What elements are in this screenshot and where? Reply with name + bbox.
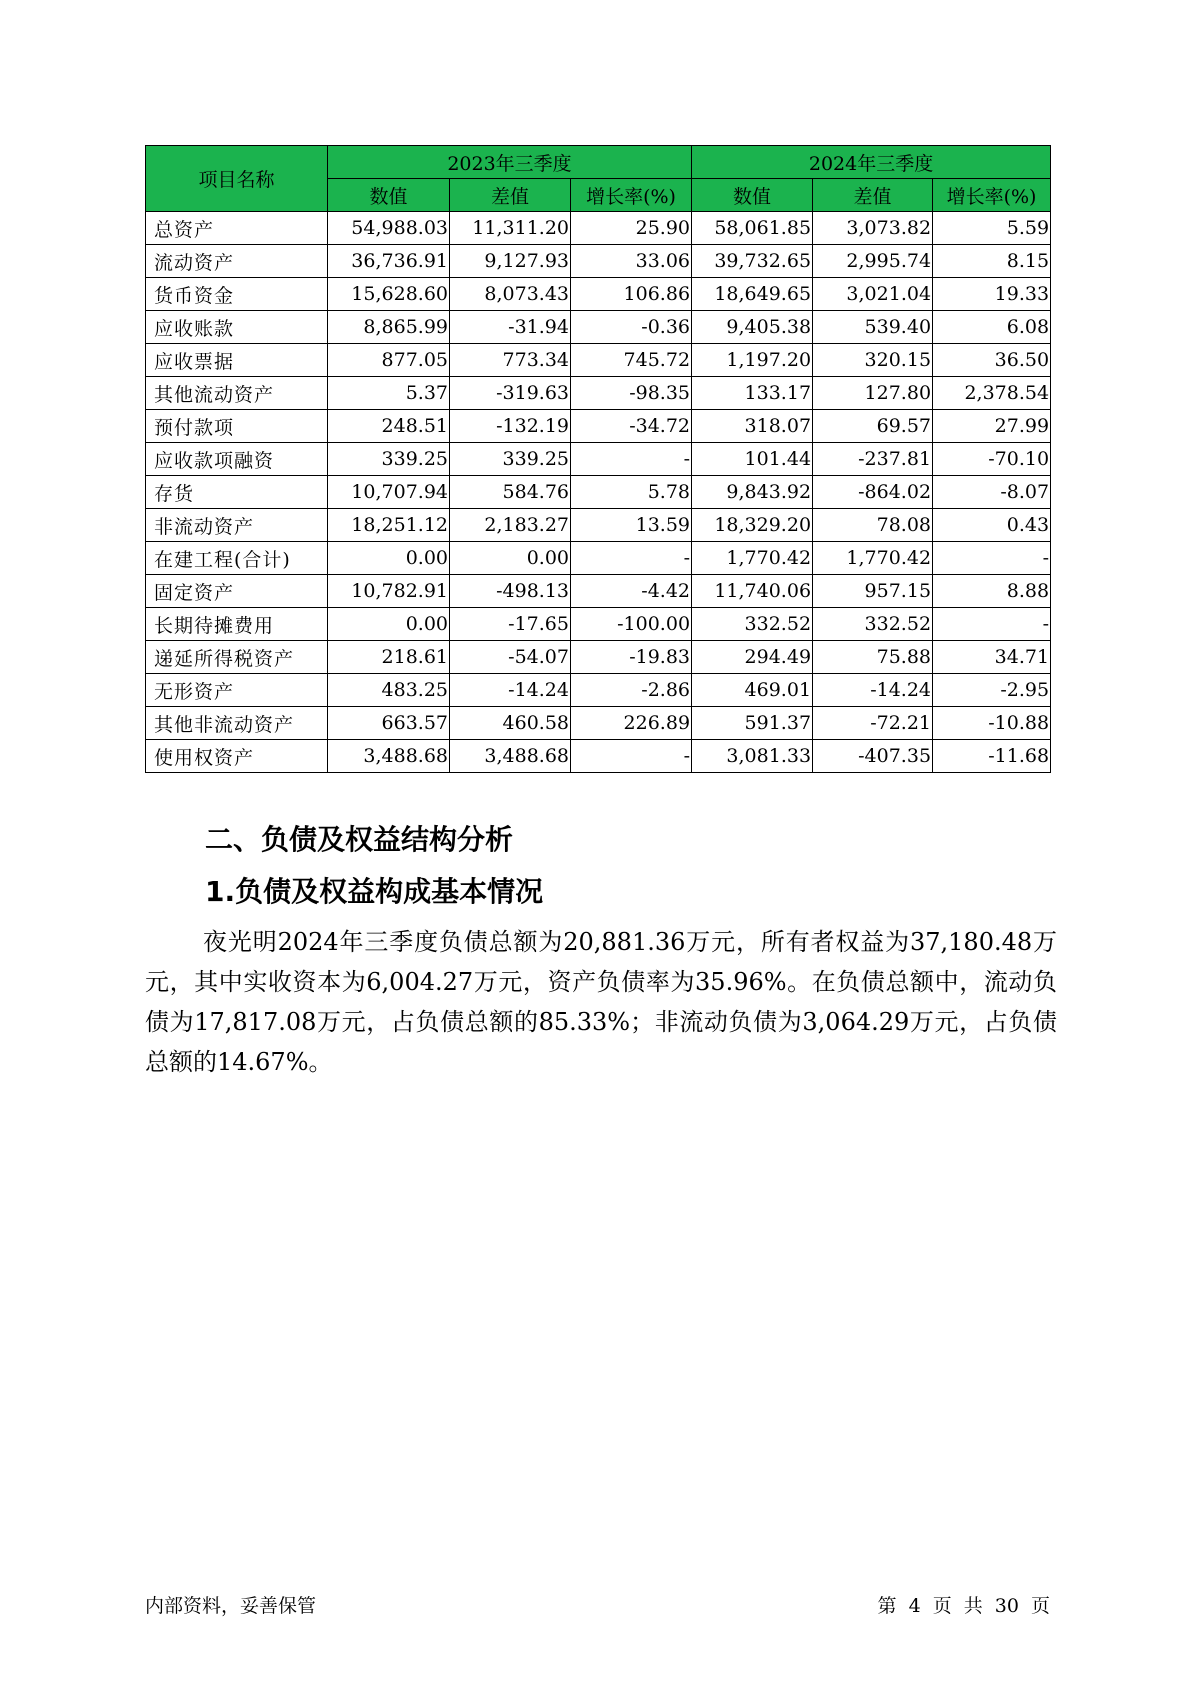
value-2024-cell: 1,770.42 xyxy=(692,542,813,575)
row-name-cell: 存货 xyxy=(146,476,328,509)
table-row xyxy=(146,707,1051,740)
value-2024-cell: 294.49 xyxy=(692,641,813,674)
diff-2024-cell: -72.21 xyxy=(813,707,933,740)
growth-2024-cell: -11.68 xyxy=(933,740,1051,773)
diff-2023-cell: -31.94 xyxy=(450,311,571,344)
diff-2023-cell: -319.63 xyxy=(450,377,571,410)
growth-2023-cell: -34.72 xyxy=(571,410,692,443)
value-2023-cell: 877.05 xyxy=(328,344,450,377)
row-name-cell: 递延所得税资产 xyxy=(146,641,328,674)
section-title: 二、负债及权益结构分析 xyxy=(205,823,514,856)
diff-2023-cell: -14.24 xyxy=(450,674,571,707)
value-2023-cell: 3,488.68 xyxy=(328,740,450,773)
header-growth-2023: 增长率(%) xyxy=(571,179,692,212)
diff-2023-cell: -498.13 xyxy=(450,575,571,608)
diff-2023-cell: 8,073.43 xyxy=(450,278,571,311)
value-2023-cell: 5.37 xyxy=(328,377,450,410)
growth-2024-cell: - xyxy=(933,608,1051,641)
diff-2023-cell: 773.34 xyxy=(450,344,571,377)
growth-2023-cell: -19.83 xyxy=(571,641,692,674)
diff-2024-cell: 539.40 xyxy=(813,311,933,344)
value-2024-cell: 469.01 xyxy=(692,674,813,707)
diff-2023-cell: -54.07 xyxy=(450,641,571,674)
value-2024-cell: 3,081.33 xyxy=(692,740,813,773)
value-2023-cell: 339.25 xyxy=(328,443,450,476)
body-paragraph: 夜光明2024年三季度负债总额为20,881.36万元，所有者权益为37,180.48万元，其中实收资本为6,004.27万元，资产负债率为35.96%。在负债总额中，流动负债为17,817.08万元，占负债总额的85.33%；非流动负债为3,064.29万元，占负债总额的14.67%。 xyxy=(145,928,1057,1076)
value-2023-cell: 248.51 xyxy=(328,410,450,443)
header-period-2024: 2024年三季度 xyxy=(692,146,1051,179)
value-2024-cell: 11,740.06 xyxy=(692,575,813,608)
growth-2023-cell: 745.72 xyxy=(571,344,692,377)
table-row xyxy=(146,476,1051,509)
growth-2024-cell: 5.59 xyxy=(933,212,1051,245)
table-row xyxy=(146,443,1051,476)
row-name-cell: 应收款项融资 xyxy=(146,443,328,476)
header-diff-2024: 差值 xyxy=(813,179,933,212)
header-growth-2024: 增长率(%) xyxy=(933,179,1051,212)
header-item-name: 项目名称 xyxy=(146,146,328,212)
growth-2023-cell: -98.35 xyxy=(571,377,692,410)
row-name-cell: 应收票据 xyxy=(146,344,328,377)
footer-confidential-note: 内部资料，妥善保管 xyxy=(145,1595,317,1617)
value-2024-cell: 332.52 xyxy=(692,608,813,641)
growth-2024-cell: 8.88 xyxy=(933,575,1051,608)
growth-2024-cell: 27.99 xyxy=(933,410,1051,443)
diff-2024-cell: -864.02 xyxy=(813,476,933,509)
row-name-cell: 应收账款 xyxy=(146,311,328,344)
growth-2023-cell: -100.00 xyxy=(571,608,692,641)
diff-2024-cell: 3,021.04 xyxy=(813,278,933,311)
table-row xyxy=(146,278,1051,311)
table-row xyxy=(146,311,1051,344)
table-row xyxy=(146,245,1051,278)
table-row xyxy=(146,575,1051,608)
value-2024-cell: 133.17 xyxy=(692,377,813,410)
row-name-cell: 长期待摊费用 xyxy=(146,608,328,641)
diff-2024-cell: 332.52 xyxy=(813,608,933,641)
diff-2024-cell: 2,995.74 xyxy=(813,245,933,278)
row-name-cell: 其他流动资产 xyxy=(146,377,328,410)
value-2024-cell: 39,732.65 xyxy=(692,245,813,278)
diff-2024-cell: -14.24 xyxy=(813,674,933,707)
growth-2024-cell: -2.95 xyxy=(933,674,1051,707)
growth-2023-cell: 25.90 xyxy=(571,212,692,245)
header-value-2024: 数值 xyxy=(692,179,813,212)
diff-2024-cell: 1,770.42 xyxy=(813,542,933,575)
value-2023-cell: 0.00 xyxy=(328,542,450,575)
value-2024-cell: 18,649.65 xyxy=(692,278,813,311)
table-row xyxy=(146,410,1051,443)
growth-2023-cell: 13.59 xyxy=(571,509,692,542)
value-2024-cell: 1,197.20 xyxy=(692,344,813,377)
growth-2023-cell: - xyxy=(571,443,692,476)
value-2024-cell: 591.37 xyxy=(692,707,813,740)
growth-2023-cell: 226.89 xyxy=(571,707,692,740)
table-row xyxy=(146,608,1051,641)
table-row xyxy=(146,641,1051,674)
growth-2024-cell: 2,378.54 xyxy=(933,377,1051,410)
header-diff-2023: 差值 xyxy=(450,179,571,212)
growth-2024-cell: 19.33 xyxy=(933,278,1051,311)
header-period-2023: 2023年三季度 xyxy=(328,146,692,179)
growth-2024-cell: -70.10 xyxy=(933,443,1051,476)
diff-2024-cell: 127.80 xyxy=(813,377,933,410)
growth-2023-cell: - xyxy=(571,542,692,575)
diff-2023-cell: -17.65 xyxy=(450,608,571,641)
diff-2024-cell: 320.15 xyxy=(813,344,933,377)
value-2023-cell: 15,628.60 xyxy=(328,278,450,311)
diff-2023-cell: 11,311.20 xyxy=(450,212,571,245)
growth-2023-cell: 33.06 xyxy=(571,245,692,278)
diff-2024-cell: 3,073.82 xyxy=(813,212,933,245)
row-name-cell: 使用权资产 xyxy=(146,740,328,773)
value-2023-cell: 10,782.91 xyxy=(328,575,450,608)
row-name-cell: 流动资产 xyxy=(146,245,328,278)
diff-2023-cell: 339.25 xyxy=(450,443,571,476)
growth-2024-cell: -10.88 xyxy=(933,707,1051,740)
diff-2024-cell: 69.57 xyxy=(813,410,933,443)
row-name-cell: 无形资产 xyxy=(146,674,328,707)
value-2023-cell: 18,251.12 xyxy=(328,509,450,542)
row-name-cell: 其他非流动资产 xyxy=(146,707,328,740)
value-2024-cell: 9,405.38 xyxy=(692,311,813,344)
row-name-cell: 总资产 xyxy=(146,212,328,245)
value-2023-cell: 8,865.99 xyxy=(328,311,450,344)
diff-2023-cell: 0.00 xyxy=(450,542,571,575)
asset-structure-table xyxy=(145,145,1051,773)
row-name-cell: 预付款项 xyxy=(146,410,328,443)
growth-2024-cell: - xyxy=(933,542,1051,575)
table-row xyxy=(146,212,1051,245)
value-2023-cell: 54,988.03 xyxy=(328,212,450,245)
value-2023-cell: 483.25 xyxy=(328,674,450,707)
diff-2024-cell: -237.81 xyxy=(813,443,933,476)
diff-2023-cell: -132.19 xyxy=(450,410,571,443)
table-row xyxy=(146,344,1051,377)
table-row xyxy=(146,674,1051,707)
value-2024-cell: 18,329.20 xyxy=(692,509,813,542)
diff-2023-cell: 460.58 xyxy=(450,707,571,740)
value-2023-cell: 0.00 xyxy=(328,608,450,641)
value-2023-cell: 218.61 xyxy=(328,641,450,674)
table-row xyxy=(146,377,1051,410)
table-row xyxy=(146,542,1051,575)
value-2023-cell: 10,707.94 xyxy=(328,476,450,509)
growth-2024-cell: 34.71 xyxy=(933,641,1051,674)
diff-2023-cell: 584.76 xyxy=(450,476,571,509)
growth-2023-cell: -0.36 xyxy=(571,311,692,344)
growth-2023-cell: -4.42 xyxy=(571,575,692,608)
growth-2024-cell: -8.07 xyxy=(933,476,1051,509)
table-row xyxy=(146,740,1051,773)
diff-2024-cell: 957.15 xyxy=(813,575,933,608)
value-2024-cell: 9,843.92 xyxy=(692,476,813,509)
growth-2024-cell: 0.43 xyxy=(933,509,1051,542)
row-name-cell: 在建工程(合计) xyxy=(146,542,328,575)
diff-2024-cell: 75.88 xyxy=(813,641,933,674)
diff-2023-cell: 9,127.93 xyxy=(450,245,571,278)
row-name-cell: 非流动资产 xyxy=(146,509,328,542)
row-name-cell: 固定资产 xyxy=(146,575,328,608)
row-name-cell: 货币资金 xyxy=(146,278,328,311)
value-2024-cell: 58,061.85 xyxy=(692,212,813,245)
growth-2023-cell: -2.86 xyxy=(571,674,692,707)
value-2023-cell: 36,736.91 xyxy=(328,245,450,278)
table-row xyxy=(146,509,1051,542)
diff-2024-cell: -407.35 xyxy=(813,740,933,773)
diff-2024-cell: 78.08 xyxy=(813,509,933,542)
header-value-2023: 数值 xyxy=(328,179,450,212)
footer-page-number: 第 4 页 共 30 页 xyxy=(877,1595,1050,1617)
diff-2023-cell: 3,488.68 xyxy=(450,740,571,773)
value-2023-cell: 663.57 xyxy=(328,707,450,740)
subsection-title: 1.负债及权益构成基本情况 xyxy=(205,875,544,908)
growth-2024-cell: 36.50 xyxy=(933,344,1051,377)
growth-2024-cell: 8.15 xyxy=(933,245,1051,278)
growth-2023-cell: 5.78 xyxy=(571,476,692,509)
value-2024-cell: 101.44 xyxy=(692,443,813,476)
table-body xyxy=(146,212,1051,773)
growth-2023-cell: 106.86 xyxy=(571,278,692,311)
growth-2024-cell: 6.08 xyxy=(933,311,1051,344)
diff-2023-cell: 2,183.27 xyxy=(450,509,571,542)
value-2024-cell: 318.07 xyxy=(692,410,813,443)
growth-2023-cell: - xyxy=(571,740,692,773)
